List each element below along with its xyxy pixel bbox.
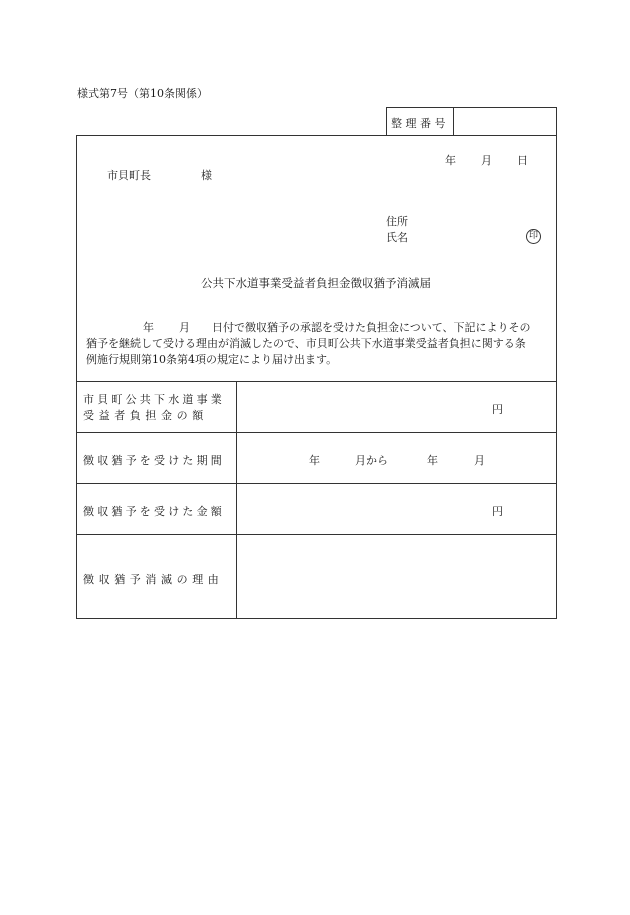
- row1-yen-unit: 円: [492, 403, 503, 416]
- frame-left: [76, 135, 77, 619]
- row1-label-line1: 市貝町公共下水道事業: [83, 393, 225, 406]
- body-year: 年: [143, 321, 154, 334]
- form-number: 様式第7号（第10条関係）: [77, 87, 208, 100]
- body-line-1-text: 日付で徴収猶予の承認を受けた負担金について、下記によりその: [212, 321, 531, 334]
- ref-box-divider: [453, 107, 454, 135]
- body-month: 月: [179, 321, 190, 334]
- ref-box-top: [386, 107, 557, 108]
- table-rule-1: [76, 432, 557, 433]
- address-label: 住所: [386, 215, 408, 228]
- row2-to-year: 年: [427, 454, 438, 467]
- frame-bottom: [76, 618, 557, 619]
- row2-to-month: 月: [474, 454, 485, 467]
- body-line-3: 例施行規則第10条第4項の規定により届け出ます。: [86, 353, 338, 366]
- table-column-divider: [236, 381, 237, 619]
- frame-top: [76, 135, 557, 136]
- date-month: 月: [481, 154, 492, 167]
- row2-from-month: 月から: [355, 454, 388, 467]
- table-top-rule: [76, 381, 557, 382]
- row1-label-line2: 受益者負担金の額: [83, 409, 208, 422]
- frame-right: [556, 135, 557, 619]
- addressee-name: 市貝町長: [107, 169, 151, 182]
- table-rule-3: [76, 534, 557, 535]
- seal-mark: 印: [526, 229, 541, 244]
- addressee-honorific: 様: [201, 169, 212, 182]
- date-day: 日: [517, 154, 528, 167]
- body-line-2: 猶予を継続して受ける理由が消滅したので、市貝町公共下水道事業受益者負担に関する条: [86, 337, 526, 350]
- row3-yen-unit: 円: [492, 505, 503, 518]
- table-rule-2: [76, 483, 557, 484]
- row2-label: 徴収猶予を受けた期間: [83, 454, 225, 467]
- document-title: 公共下水道事業受益者負担金徴収猶予消滅届: [201, 276, 431, 290]
- name-label: 氏名: [386, 231, 408, 244]
- date-year: 年: [445, 154, 456, 167]
- row3-label: 徴収猶予を受けた金額: [83, 505, 225, 518]
- row4-label: 徴収猶予消滅の理由: [83, 573, 224, 586]
- ref-box-left: [386, 107, 387, 135]
- reference-number-field[interactable]: [460, 111, 552, 131]
- reference-number-label: 整 理 番 号: [391, 117, 446, 130]
- ref-box-right: [556, 107, 557, 135]
- row2-from-year: 年: [309, 454, 320, 467]
